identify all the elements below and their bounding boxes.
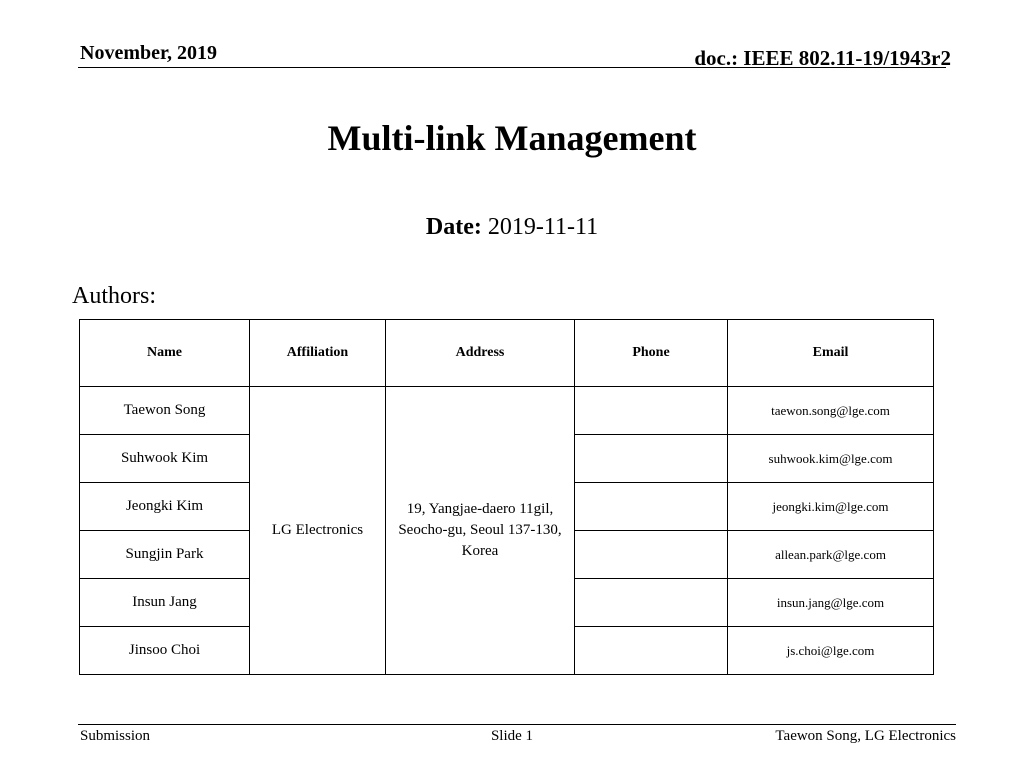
footer-submission: Submission <box>80 728 151 744</box>
author-address: 19, Yangjae-daero 11gil, Seocho-gu, Seoul 137-130, Korea <box>386 387 575 675</box>
footer-divider <box>78 724 956 725</box>
author-name: Jeongki Kim <box>80 483 250 531</box>
author-affiliation: LG Electronics <box>250 387 386 675</box>
column-header-name: Name <box>80 320 250 387</box>
date-label: Date: <box>425 214 482 240</box>
author-name: Insun Jang <box>80 579 250 627</box>
author-phone <box>575 435 728 483</box>
column-header-phone: Phone <box>575 320 728 387</box>
author-email: allean.park@lge.com <box>728 531 934 579</box>
author-name: Suhwook Kim <box>80 435 250 483</box>
column-header-email: Email <box>728 320 934 387</box>
authors-label: Authors: <box>72 283 156 309</box>
author-phone <box>575 387 728 435</box>
author-name: Taewon Song <box>80 387 250 435</box>
date-value: 2019-11-11 <box>487 214 599 240</box>
footer-slide-number: Slide 1 <box>490 728 534 744</box>
table-row <box>80 387 934 435</box>
column-header-address: Address <box>386 320 575 387</box>
column-header-affiliation: Affiliation <box>250 320 386 387</box>
author-email: taewon.song@lge.com <box>728 387 934 435</box>
author-phone <box>575 483 728 531</box>
authors-table <box>79 319 934 675</box>
header-date: November, 2019 <box>80 42 218 64</box>
date-line <box>0 214 1024 241</box>
author-email: jeongki.kim@lge.com <box>728 483 934 531</box>
table-header-row <box>80 320 934 387</box>
footer-author: Taewon Song, LG Electronics <box>775 728 956 744</box>
author-name: Sungjin Park <box>80 531 250 579</box>
author-email: insun.jang@lge.com <box>728 579 934 627</box>
author-name: Jinsoo Choi <box>80 627 250 675</box>
author-email: js.choi@lge.com <box>728 627 934 675</box>
author-phone <box>575 531 728 579</box>
slide-title: Multi-link Management <box>327 118 697 158</box>
header-doc-id: doc.: IEEE 802.11-19/1943r2 <box>694 46 951 70</box>
header-divider <box>78 67 946 68</box>
author-email: suhwook.kim@lge.com <box>728 435 934 483</box>
author-phone <box>575 579 728 627</box>
author-phone <box>575 627 728 675</box>
